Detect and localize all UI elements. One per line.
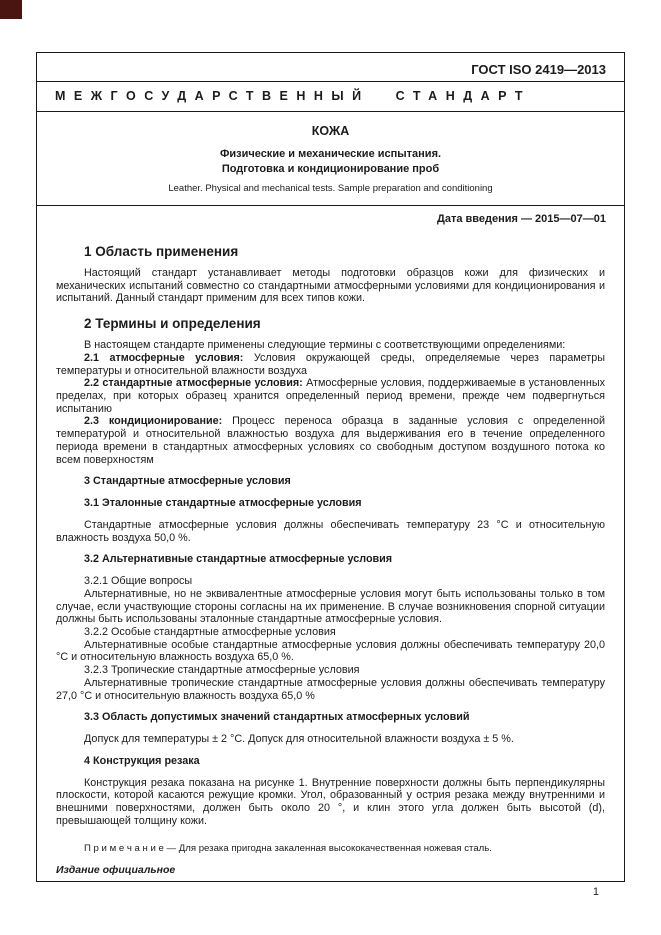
official-edition-label: Издание официальное [56,864,176,876]
term-2-3-definition: Процесс переноса образца в заданные условия с определенной температурой и относительной влажностью воздуха для выдерживания его в течение определенного периода времени в стандартных атмосферных условиях со свободным доступом воздушного потока ко всем поверхностям [56,415,606,466]
section-3-2-heading: 3.2 Альтернативные стандартные атмосферные условия [84,553,393,566]
section-3-3-heading: 3.3 Область допустимых значений стандартных атмосферных условий [84,711,470,724]
term-2-3 [56,415,605,466]
section-1-heading: 1 Область применения [84,244,239,259]
note-text: — Для резака пригодна закаленная высококачественная ножевая сталь. [163,842,492,854]
doc-code: ГОСТ ISO 2419—2013 [471,62,606,77]
section-3-1-heading: 3.1 Эталонные стандартные атмосферные условия [84,497,362,510]
section-4-heading: 4 Конструкция резака [84,754,200,767]
section-3-2-1-paragraph: Альтернативные, но не эквивалентные атмосферные условия могут быть использованы только в том случае, если участвующие стороны согласны на их применение. В случае возникновения спорной ситуации должны быть использованы эталонные стандартные атмосферные условия. [56,587,605,626]
document-frame [36,52,625,882]
effective-date: Дата введения — 2015—07—01 [437,213,606,225]
note [56,843,605,854]
section-3-1-paragraph: Стандартные атмосферные условия должны обеспечивать температуру 23 °С и относительную влажность воздуха 50,0 %. [56,518,605,544]
section-3-heading: 3 Стандартные атмосферные условия [84,475,291,488]
term-2-2 [56,377,605,415]
section-1-paragraph: Настоящий стандарт устанавливает методы подготовки образцов кожи для физических и механических испытаний совместно со стандартными атмосферными условиями для кондиционирования и испытаний. Данный стандарт применим для всех типов кожи. [56,266,605,305]
section-3-2-1-heading: 3.2.1 Общие вопросы [84,575,193,588]
term-2-3-label: 2.3 кондиционирование: [84,415,223,428]
section-4-paragraph: Конструкция резака показана на рисунке 1. Внутренние поверхности должны быть перпендикулярны плоскости, которой касаются режущие кромки. Угол, образованный у острия резака между внутренними и внешними поверхностями, должен быть около 20 °, и клин этого угла должен быть высотой (d), превышающей толщину кожи. [56,776,605,827]
term-2-2-label: 2.2 стандартные атмосферные условия: [84,377,303,390]
scan-corner-mark [0,0,22,19]
page-number: 1 [592,886,599,898]
term-2-1-definition: Условия окружающей среды, определяемые через параметры температуры и относительной влажности воздуха [56,351,605,377]
standard-type-banner-text: МЕЖГОСУДАРСТВЕННЫЙ СТАНДАРТ [55,89,531,103]
section-3-2-2-paragraph: Альтернативные особые стандартные атмосферные условия должны обеспечивать температуру 20,0 °С и относительную влажность воздуха 65,0 %. [56,638,605,664]
term-2-1-label: 2.1 атмосферные условия: [84,351,244,364]
standard-type-banner [37,81,624,112]
doc-title-english: Leather. Physical and mechanical tests. Sample preparation and conditioning [168,183,493,194]
section-2-heading: 2 Термины и определения [84,316,261,332]
doc-title-main: КОЖА [311,124,350,138]
document-body [37,225,624,854]
doc-subtitle-2: Подготовка и кондиционирование проб [221,163,440,175]
title-block [37,124,624,194]
section-2-intro: В настоящем стандарте применены следующие термины с соответствующими определениями: [84,339,566,352]
section-3-2-3-heading: 3.2.3 Тропические стандартные атмосферные условия [84,664,360,677]
note-label: П р и м е ч а н и е [84,842,164,854]
term-2-1 [56,352,605,377]
section-3-2-2-heading: 3.2.2 Особые стандартные атмосферные условия [84,626,336,638]
term-2-2-definition: Атмосферные условия, поддерживаемые в установленных пределах, при которых образец хранится определенный период времени, прежде чем подвергнуться испытанию [56,377,605,415]
section-3-3-paragraph: Допуск для температуры ± 2 °С. Допуск для относительной влажности воздуха ± 5 %. [84,733,514,746]
doc-subtitle-1: Физические и механические испытания. [219,148,442,160]
section-3-2-3-paragraph: Альтернативные тропические стандартные атмосферные условия должны обеспечивать температуру 27,0 °С и относительную влажность воздуха 65,0 % [56,676,605,702]
